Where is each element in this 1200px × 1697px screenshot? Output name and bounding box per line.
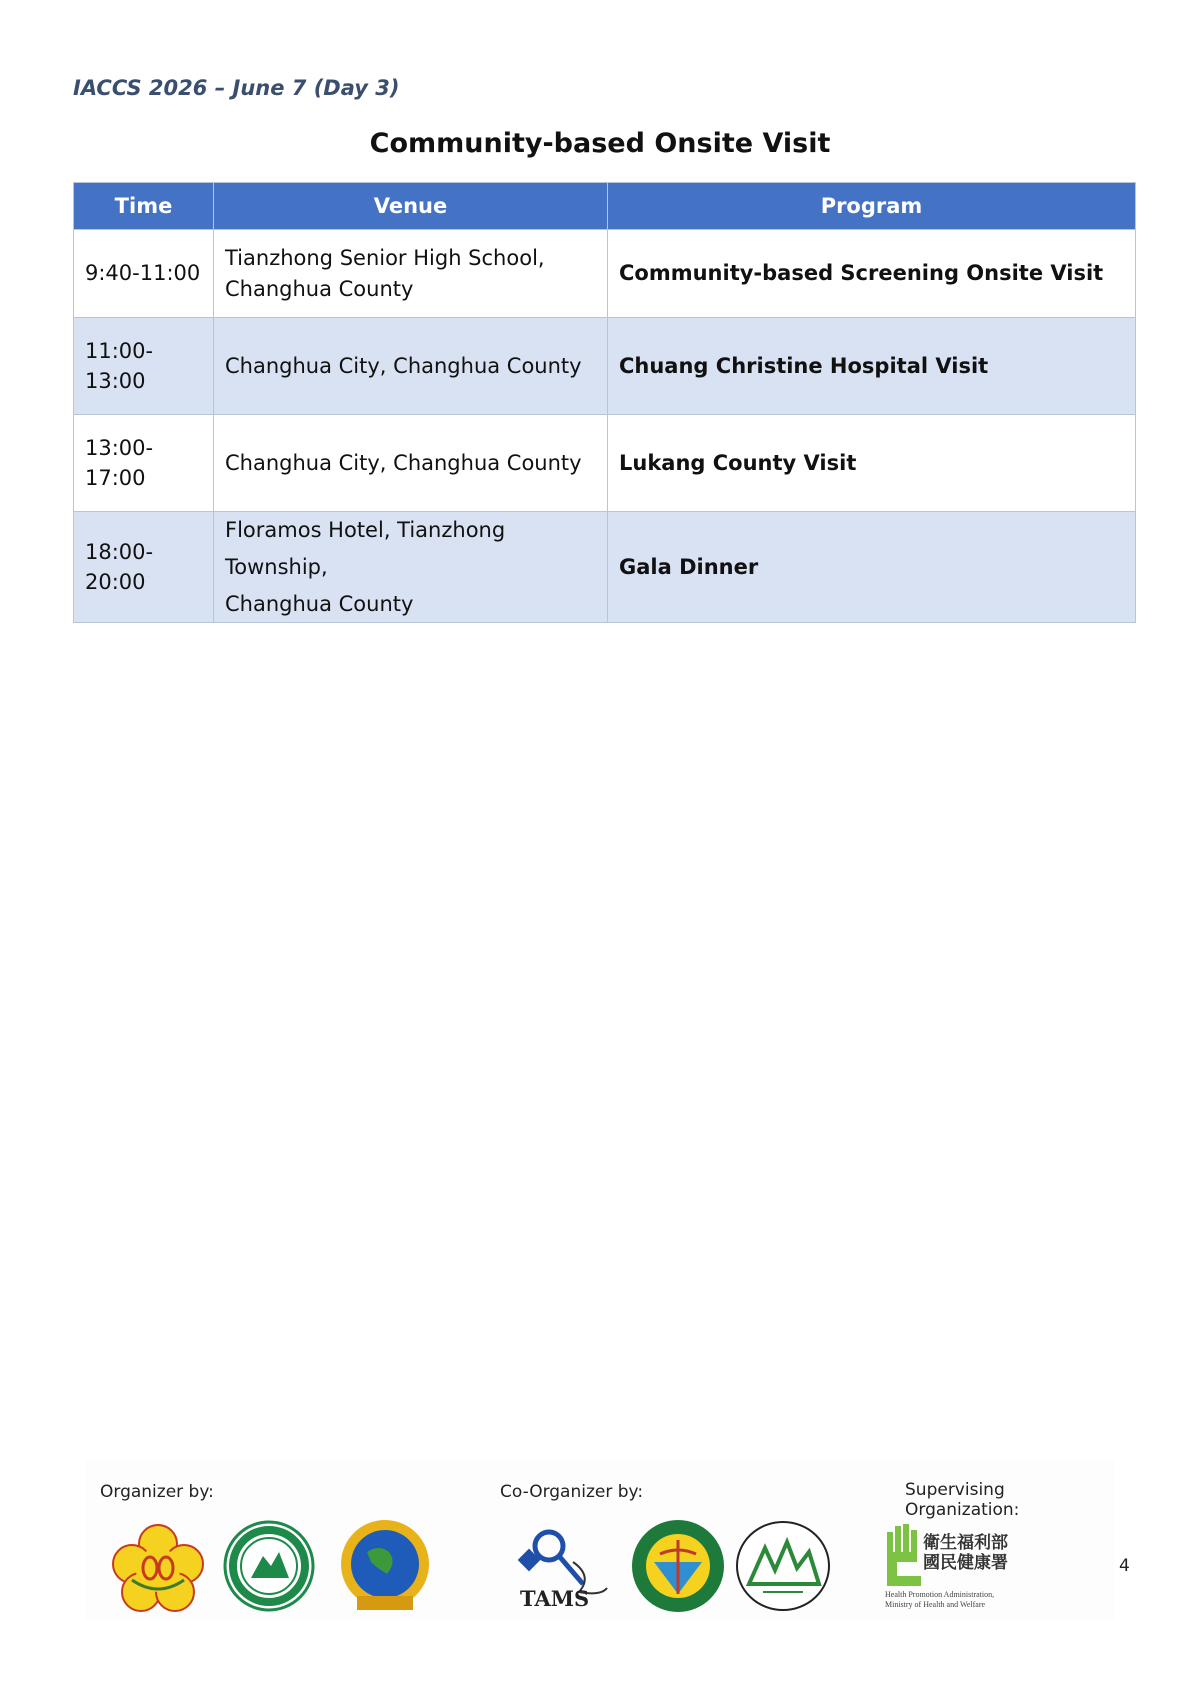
hpa-chinese-line: 衛生福利部	[923, 1533, 1008, 1553]
time-cell: 13:00-17:00	[74, 415, 214, 512]
venue-line: Floramos Hotel, Tianzhong Township,	[225, 518, 506, 579]
table-header-row	[74, 183, 1136, 230]
page-title: Community-based Onsite Visit	[369, 128, 831, 159]
hpa-chinese-line: 國民健康署	[923, 1553, 1008, 1574]
event-day-header: IACCS 2026 – June 7 (Day 3)	[73, 76, 400, 100]
coorganizer-label: Co-Organizer by:	[500, 1482, 644, 1502]
program-cell: Community-based Screening Onsite Visit	[608, 230, 1136, 318]
time-cell: 18:00-20:00	[74, 512, 214, 623]
plum-blossom-logo	[110, 1522, 206, 1614]
table-row	[74, 318, 1136, 415]
venue-line: Changhua County	[225, 276, 414, 301]
tams-text: TAMS	[520, 1586, 590, 1611]
iaccs-globe-logo	[337, 1518, 433, 1614]
table-row	[74, 230, 1136, 318]
column-header-program: Program	[608, 183, 1136, 230]
column-header-time: Time	[74, 183, 214, 230]
table-row	[74, 512, 1136, 623]
hpa-english-line: Health Promotion Administration,	[885, 1590, 995, 1599]
program-cell: Gala Dinner	[608, 512, 1136, 623]
venue-cell: Changhua City, Changhua County	[214, 318, 608, 415]
venue-cell	[214, 230, 608, 318]
hpa-english-name	[885, 1590, 994, 1609]
medical-foundation-logo	[223, 1520, 315, 1612]
supervising-label: Supervising Organization:	[905, 1480, 1020, 1520]
time-cell: 11:00-13:00	[74, 318, 214, 415]
program-cell: Chuang Christine Hospital Visit	[608, 318, 1136, 415]
mountain-association-logo	[735, 1518, 831, 1614]
venue-cell: Changhua City, Changhua County	[214, 415, 608, 512]
venue-line: Tianzhong Senior High School,	[225, 246, 545, 271]
program-cell: Lukang County Visit	[608, 415, 1136, 512]
schedule-table	[73, 182, 1136, 623]
time-cell: 9:40-11:00	[74, 230, 214, 318]
footer-logos	[85, 1460, 1115, 1620]
page-number: 4	[1119, 1556, 1130, 1576]
medical-association-logo	[630, 1518, 726, 1614]
venue-cell	[214, 512, 608, 623]
table-row	[74, 415, 1136, 512]
column-header-venue: Venue	[214, 183, 608, 230]
venue-line: Changhua County	[225, 591, 414, 616]
hpa-hand-logo	[885, 1522, 925, 1588]
hpa-english-line: Ministry of Health and Welfare	[885, 1599, 986, 1609]
hpa-chinese-name	[923, 1533, 1008, 1574]
organizer-label: Organizer by:	[100, 1482, 214, 1502]
